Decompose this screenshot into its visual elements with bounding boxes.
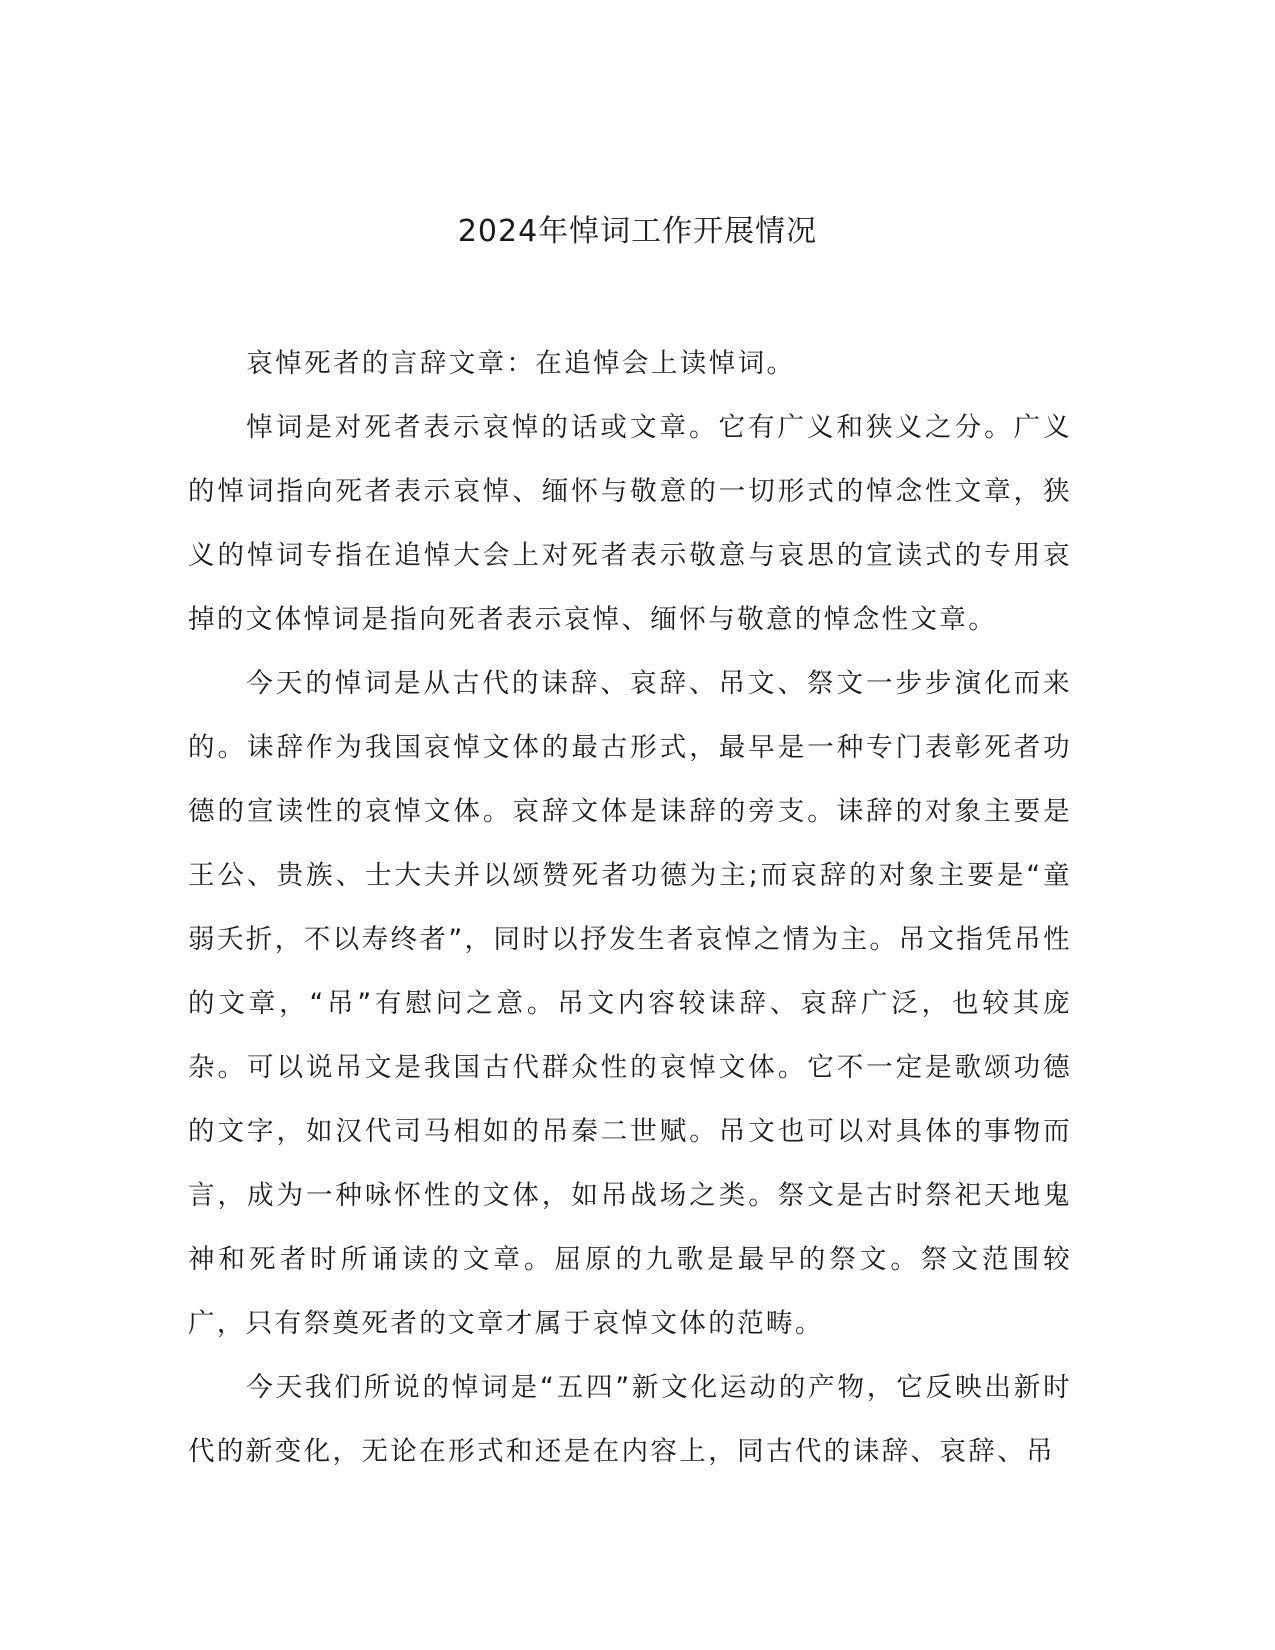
document-title: 2024年悼词工作开展情况 <box>457 214 818 249</box>
paragraph-2: 悼词是对死者表示哀悼的话或文章。它有广义和狭义之分。广义的悼词指向死者表示哀悼、缅怀与敬意的一切形式的悼念性文章，狭义的悼词专指在追悼大会上对死者表示敬意与哀思的宣读式的专用哀掉的文体悼词是指向死者表示哀悼、缅怀与敬意的悼念性文章。 <box>188 412 1072 635</box>
paragraph-4: 今天我们所说的悼词是“五四”新文化运动的产物，它反映出新时代的新变化，无论在形式和还是在内容上，同古代的诔辞、哀辞、吊 <box>188 1372 1072 1467</box>
paragraph-1: 哀悼死者的言辞文章：在追悼会上读悼词。 <box>246 348 796 379</box>
document-body <box>188 332 1072 1484</box>
paragraph-3: 今天的悼词是从古代的诔辞、哀辞、吊文、祭文一步步演化而来的。诔辞作为我国哀悼文体的最古形式，最早是一种专门表彰死者功德的宣读性的哀悼文体。哀辞文体是诔辞的旁支。诔辞的对象主要是王公、贵族、士大夫并以颂赞死者功德为主;而哀辞的对象主要是“童弱夭折，不以寿终者”，同时以抒发生者哀悼之情为主。吊文指凭吊性的文章，“吊”有慰问之意。吊文内容较诔辞、哀辞广泛，也较其庞杂。可以说吊文是我国古代群众性的哀悼文体。它不一定是歌颂功德的文字，如汉代司马相如的吊秦二世赋。吊文也可以对具体的事物而言，成为一种咏怀性的文体，如吊战场之类。祭文是古时祭祀天地鬼神和死者时所诵读的文章。屈原的九歌是最早的祭文。祭文范围较广，只有祭奠死者的文章才属于哀悼文体的范畴。 <box>188 668 1072 1339</box>
